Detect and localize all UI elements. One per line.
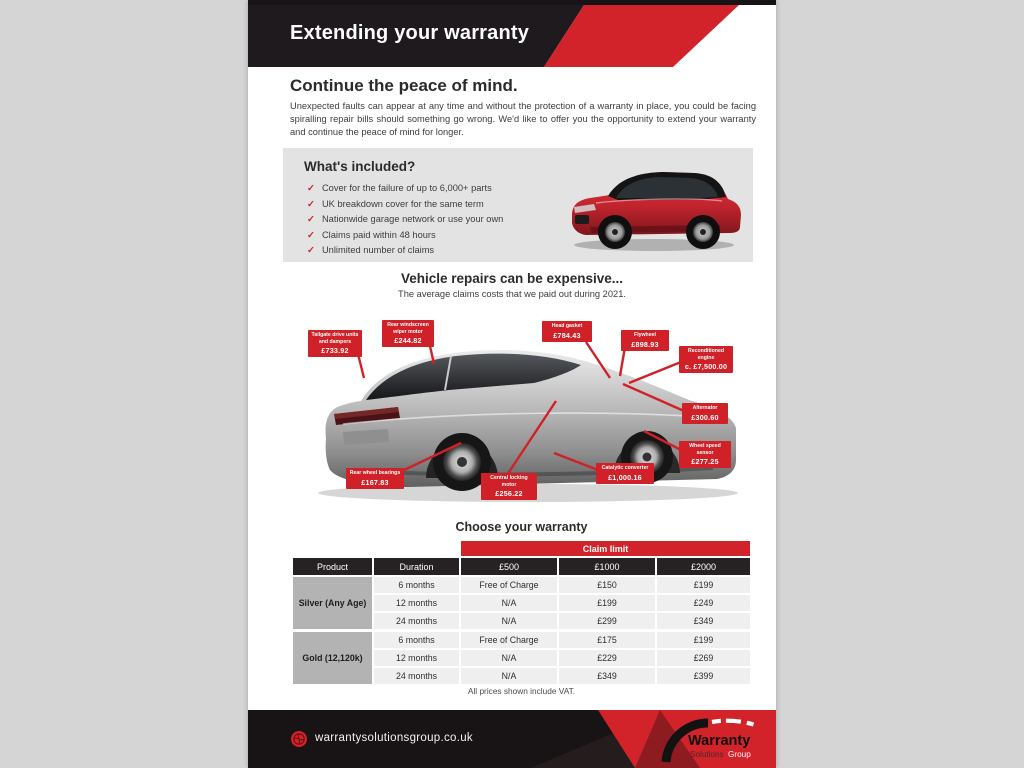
table-group-silver bbox=[293, 577, 750, 629]
table-cell: Free of Charge bbox=[461, 632, 557, 648]
table-cell: 6 months bbox=[374, 632, 459, 648]
callout-head-gasket: Head gasket £784.43 bbox=[542, 321, 592, 342]
table-cell: N/A bbox=[461, 613, 557, 629]
warranty-solutions-group-logo bbox=[652, 712, 774, 766]
warranty-table bbox=[293, 541, 750, 687]
table-cell: £269 bbox=[657, 650, 750, 666]
repairs-section-subtitle: The average claims costs that we paid out during 2021. bbox=[398, 289, 626, 299]
table-cell: £150 bbox=[559, 577, 655, 593]
table-cell: £199 bbox=[657, 632, 750, 648]
callout-flywheel: Flywheel £898.93 bbox=[621, 330, 669, 351]
vat-note: All prices shown include VAT. bbox=[467, 686, 576, 696]
table-group-gold bbox=[293, 632, 750, 684]
footer bbox=[248, 710, 776, 768]
check-icon: ✓ bbox=[307, 229, 315, 241]
check-icon: ✓ bbox=[307, 214, 315, 225]
table-cell: 12 months bbox=[374, 650, 459, 666]
callout-tailgate: Tailgate drive units and dampers £733.92 bbox=[308, 330, 362, 357]
table-cell: N/A bbox=[461, 650, 557, 666]
column-header: £1000 bbox=[559, 558, 655, 575]
footer-url-link[interactable]: warrantysolutionsgroup.co.uk bbox=[315, 732, 473, 744]
list-item: ✓ Claims paid within 48 hours bbox=[307, 229, 436, 241]
table-cell: N/A bbox=[461, 668, 557, 684]
callout-wheel-speed-sensor: Wheel speed sensor £277.25 bbox=[679, 441, 731, 468]
table-cell: £349 bbox=[559, 668, 655, 684]
callout-alternator: Alternator £300.60 bbox=[682, 403, 728, 424]
claim-limit-header: Claim limit bbox=[461, 541, 750, 556]
included-list bbox=[307, 181, 503, 259]
table-cell: £249 bbox=[657, 595, 750, 611]
callout-catalytic-converter: Catalytic converter £1,000.16 bbox=[596, 463, 654, 484]
flyer-page bbox=[248, 0, 776, 768]
check-icon: ✓ bbox=[307, 183, 315, 194]
whats-included-box bbox=[283, 148, 753, 262]
table-cell: £299 bbox=[559, 613, 655, 629]
column-header: £2000 bbox=[657, 558, 750, 575]
whats-included-title: What's included? bbox=[304, 159, 416, 174]
svg-text:Solutions: Solutions bbox=[690, 750, 724, 759]
callout-engine: Reconditioned engine c. £7,500.00 bbox=[679, 346, 733, 373]
page-title: Extending your warranty bbox=[290, 22, 530, 44]
header-banner bbox=[248, 5, 776, 67]
column-header: £500 bbox=[461, 558, 557, 575]
svg-text:Group: Group bbox=[728, 750, 751, 759]
product-cell: Gold (12,120k) bbox=[293, 632, 372, 684]
column-header-row bbox=[293, 558, 750, 575]
claim-limit-row bbox=[293, 541, 750, 556]
list-item: ✓ Nationwide garage network or use your own bbox=[307, 214, 504, 225]
red-suv-image bbox=[560, 155, 748, 257]
table-cell: 24 months bbox=[374, 668, 459, 684]
column-header: Duration bbox=[374, 558, 459, 575]
table-title: Choose your warranty bbox=[455, 520, 588, 534]
svg-text:Warranty: Warranty bbox=[688, 733, 751, 749]
callout-wiper-motor: Rear windscreen wiper motor £244.82 bbox=[382, 320, 434, 347]
table-cell: £199 bbox=[559, 595, 655, 611]
callout-wheel-bearings: Rear wheel bearings £167.83 bbox=[346, 468, 404, 489]
repair-costs-diagram bbox=[248, 310, 776, 515]
callout-locking-motor: Central locking motor £256.22 bbox=[481, 473, 537, 500]
table-cell: £175 bbox=[559, 632, 655, 648]
intro-paragraph: Unexpected faults can appear at any time and without the protection of a warranty in place, you could be facing spiralling repair bills should something go wrong. We'd like to offer you the opportunity to extend your warranty and continue the peace of mind for longer. bbox=[290, 101, 756, 138]
list-item: ✓ Unlimited number of claims bbox=[307, 245, 435, 256]
table-cell: 12 months bbox=[374, 595, 459, 611]
table-cell: £199 bbox=[657, 577, 750, 593]
check-icon: ✓ bbox=[307, 198, 315, 210]
column-header: Product bbox=[293, 558, 372, 575]
table-cell: Free of Charge bbox=[461, 577, 557, 593]
list-item: ✓ Cover for the failure of up to 6,000+ parts bbox=[307, 183, 492, 194]
table-cell: 6 months bbox=[374, 577, 459, 593]
list-item: ✓ UK breakdown cover for the same term bbox=[307, 198, 484, 210]
table-cell: 24 months bbox=[374, 613, 459, 629]
product-cell: Silver (Any Age) bbox=[293, 577, 372, 629]
table-cell: £399 bbox=[657, 668, 750, 684]
check-icon: ✓ bbox=[307, 245, 315, 256]
globe-icon bbox=[291, 731, 307, 747]
table-cell: N/A bbox=[461, 595, 557, 611]
table-cell: £349 bbox=[657, 613, 750, 629]
table-cell: £229 bbox=[559, 650, 655, 666]
repairs-section-title: Vehicle repairs can be expensive... bbox=[400, 271, 624, 286]
intro-heading: Continue the peace of mind. bbox=[290, 76, 518, 95]
